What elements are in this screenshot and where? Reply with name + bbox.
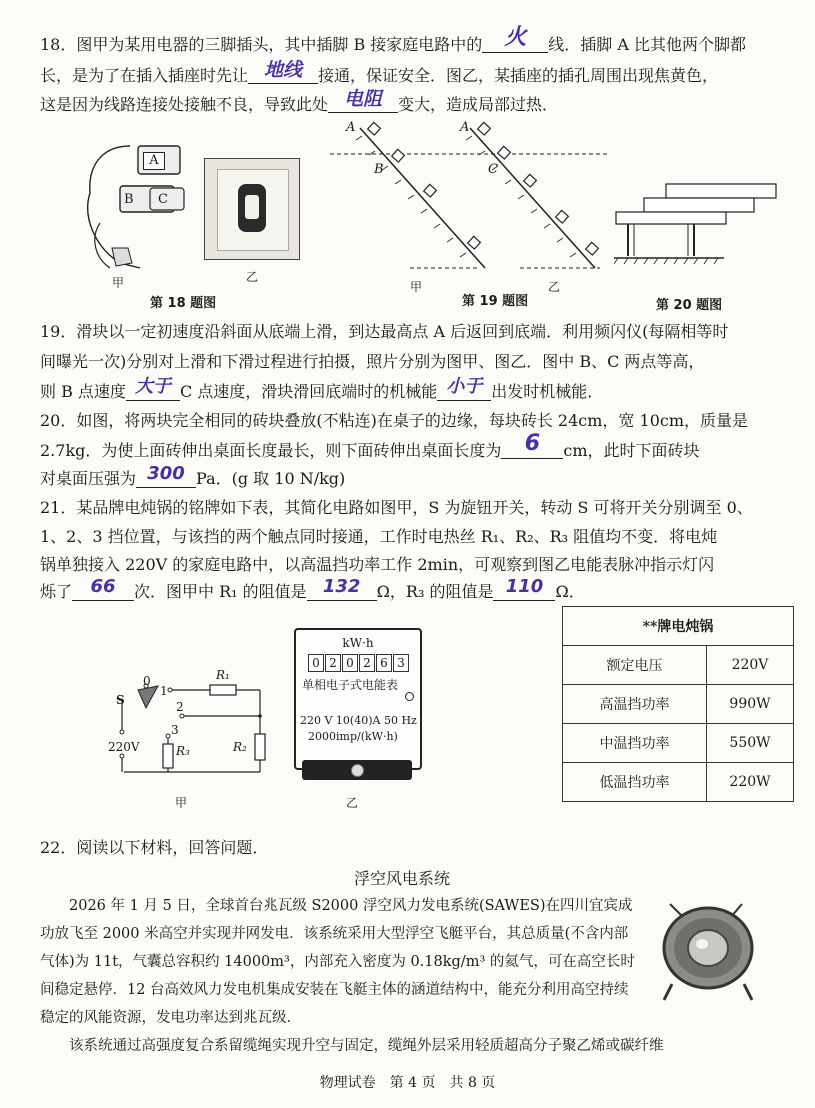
meter-digit: 6 bbox=[376, 654, 392, 672]
meter-digit: 0 bbox=[308, 654, 324, 672]
screw-icon bbox=[351, 764, 364, 777]
brick-table-figure bbox=[614, 180, 794, 270]
q21-line-1: 21．某品牌电炖锅的铭牌如下表，其简化电路如图甲，S 为旋钮开关，转动 S 可将开关分别调至 0、 bbox=[40, 498, 753, 517]
switch-s-label: S bbox=[116, 693, 125, 707]
q20-line-3: 对桌面压强为 300 Pa．(g 取 10 N/kg) bbox=[40, 463, 346, 488]
r2-label: R₂ bbox=[233, 740, 247, 754]
pin-c-label: C bbox=[158, 192, 168, 207]
spec-table bbox=[562, 606, 794, 802]
incline-a-left: A bbox=[346, 120, 356, 135]
q22-paragraph-2: 该系统通过高强度复合系留缆绳实现升空与固定，缆绳外层采用轻质超高分子聚乙烯或碳纤维 bbox=[69, 1038, 664, 1054]
fig19-yi-label: 乙 bbox=[548, 280, 561, 294]
q18-answer-3[interactable]: 电阻 bbox=[328, 92, 398, 113]
meter-name: 单相电子式电能表 bbox=[302, 678, 399, 692]
q22-paragraph-1: 2026 年 1 月 5 日，全球首台兆瓦级 S2000 浮空风力发电系统(SAWES)在四川宜宾成功放飞至 2000 米高空并实现并网发电．该系统采用大型浮空飞艇平台，其总质量(不含内部气体)为 11t，气囊总容积约 14000m³，内部充入密度为 0.18kg/m³ 的氦气，可在高空长时间稳定悬停．12 台高效风力发电机集成安装在飞艇主体的涵道结构中，能充分利用高空持续稳定的风能资源，发电功率达到兆瓦级． bbox=[40, 898, 635, 1026]
meter-unit: kW·h bbox=[342, 636, 374, 650]
meter-base bbox=[302, 760, 412, 780]
incline-figures bbox=[330, 118, 610, 278]
q21-line-3: 锅单独接入 220V 的家庭电路中，以高温挡功率工作 2min，可观察到图乙电能表脉冲指示灯闪 bbox=[40, 555, 715, 574]
fig20-caption: 第 20 题图 bbox=[656, 298, 723, 313]
fig18-caption: 第 18 题图 bbox=[150, 296, 217, 311]
energy-meter bbox=[294, 628, 422, 770]
airship-photo bbox=[652, 892, 782, 1012]
incline-b: B bbox=[374, 162, 384, 177]
q21-answer-3[interactable]: 110 bbox=[493, 580, 555, 601]
r1-label: R₁ bbox=[216, 668, 230, 682]
r3-label: R₃ bbox=[176, 744, 190, 758]
contact-1-label: 1 bbox=[160, 684, 168, 698]
incline-c: C bbox=[488, 162, 498, 177]
contact-0-label: 0 bbox=[143, 674, 151, 688]
circuit-diagram bbox=[100, 660, 270, 790]
table-row: 低温挡功率 220W bbox=[563, 763, 794, 802]
fig18-yi-label: 乙 bbox=[246, 270, 259, 284]
q20-line-2: 2.7kg．为使上面砖伸出桌面长度最长，则下面砖伸出桌面长度为 6 cm，此时下面砖块 bbox=[40, 431, 700, 460]
q20-answer-2[interactable]: 300 bbox=[136, 467, 196, 488]
q19-line-2: 间曝光一次)分别对上滑和下滑过程进行拍摄，照片分别为图甲、图乙．图中 B、C 两点等高， bbox=[40, 352, 705, 371]
q21-answer-2[interactable]: 132 bbox=[307, 580, 377, 601]
meter-digit: 3 bbox=[393, 654, 409, 672]
socket-photo bbox=[204, 158, 300, 260]
contact-3-label: 3 bbox=[171, 723, 179, 737]
meter-digit: 2 bbox=[325, 654, 341, 672]
meter-digits bbox=[308, 652, 410, 672]
q21-line-2: 1、2、3 挡位置，与该挡的两个触点同时接通，工作时电热丝 R₁、R₂、R₃ 阻值均不变．将电炖 bbox=[40, 527, 718, 546]
fig18-jia-label: 甲 bbox=[112, 276, 125, 290]
page-footer: 物理试卷 第 4 页 共 8 页 bbox=[319, 1075, 496, 1091]
fig21-yi-label: 乙 bbox=[346, 796, 359, 810]
meter-spec-1: 220 V 10(40)A 50 Hz bbox=[300, 714, 417, 727]
q20-answer-1[interactable]: 6 bbox=[501, 438, 563, 459]
q18-answer-1[interactable]: 火 bbox=[482, 32, 548, 53]
q21-answer-1[interactable]: 66 bbox=[72, 580, 134, 601]
spec-table-title: **牌电炖锅 bbox=[563, 607, 794, 646]
q18-line-3: 这是因为线路连接处接触不良，导致此处 电阻 变大，造成局部过热． bbox=[40, 88, 559, 114]
pulse-indicator-icon bbox=[405, 692, 414, 701]
q19-answer-2[interactable]: 小于 bbox=[437, 380, 491, 401]
fig19-jia-label: 甲 bbox=[410, 280, 423, 294]
meter-digit: 0 bbox=[342, 654, 358, 672]
q22-line-1: 22．阅读以下材料，回答问题． bbox=[40, 838, 269, 857]
q19-line-3: 则 B 点速度 大于 C 点速度，滑块滑回底端时的机械能 小于 出发时机械能． bbox=[40, 376, 604, 401]
contact-2-label: 2 bbox=[176, 700, 184, 714]
q20-line-1: 20．如图，将两块完全相同的砖块叠放(不粘连)在桌子的边缘，每块砖长 24cm，宽 10cm，质量是 bbox=[40, 411, 749, 430]
pin-b-label: B bbox=[124, 192, 134, 207]
q18-line-2: 长，是为了在插入插座时先让 地线 接通，保证安全．图乙，某插座的插孔周围出现焦黄色， bbox=[40, 59, 719, 85]
table-row: 中温挡功率 550W bbox=[563, 724, 794, 763]
meter-spec-2: 2000imp/(kW·h) bbox=[308, 730, 398, 743]
table-row: 额定电压 220V bbox=[563, 646, 794, 685]
q18-answer-2[interactable]: 地线 bbox=[248, 63, 318, 84]
fig21-jia-label: 甲 bbox=[175, 796, 188, 810]
voltage-label: 220V bbox=[108, 740, 140, 754]
q19-line-1: 19．滑块以一定初速度沿斜面从底端上滑，到达最高点 A 后返回到底端．利用频闪仪(每隔相等时 bbox=[40, 322, 729, 341]
fig19-caption: 第 19 题图 bbox=[462, 294, 529, 309]
incline-a-right: A bbox=[460, 120, 470, 135]
q18-line-1: 18．图甲为某用电器的三脚插头，其中插脚 B 接家庭电路中的 火 线．插脚 A 比其他两个脚都 bbox=[40, 25, 747, 54]
pin-a-label: A bbox=[143, 152, 165, 170]
table-row: 高温挡功率 990W bbox=[563, 685, 794, 724]
q22-article-title: 浮空风电系统 bbox=[354, 869, 451, 888]
q21-line-4: 烁了 66 次．图甲中 R₁ 的阻值是 132 Ω，R₃ 的阻值是 110 Ω． bbox=[40, 576, 585, 601]
q19-answer-1[interactable]: 大于 bbox=[126, 380, 180, 401]
meter-digit: 2 bbox=[359, 654, 375, 672]
